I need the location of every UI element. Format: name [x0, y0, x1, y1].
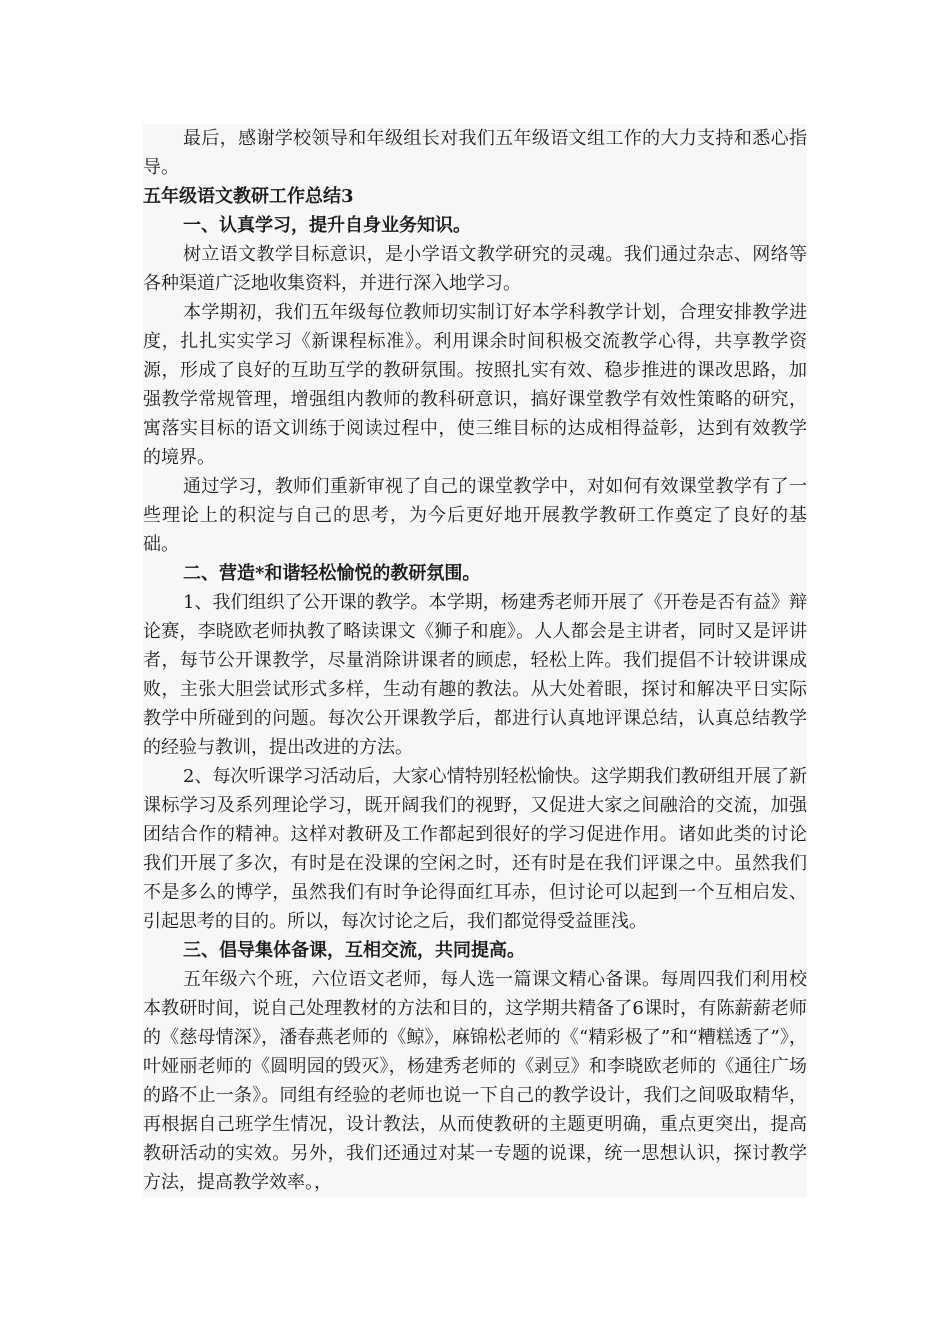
paragraph-1: 树立语文教学目标意识，是小学语文教学研究的灵魂。我们通过杂志、网络等各种渠道广泛地收集资料，并进行深入地学习。	[143, 244, 807, 294]
document-text-block	[143, 124, 807, 1197]
heading-2: 二、营造*和谐轻松愉悦的教研氛围。	[183, 563, 481, 584]
section-title: 五年级语文教研工作总结3	[143, 186, 354, 207]
paragraph-6: 五年级六个班，六位语文老师，每人选一篇课文精心备课。每周四我们利用校本教研时间，说自己处理教材的方法和目的，这学期共精备了6课时，有陈薪薪老师的《慈母情深》，潘春燕老师的《鲸》，麻锦松老师的《“精彩极了”和“糟糕透了”》，叶娅丽老师的《圆明园的毁灭》，杨建秀老师的《剥豆》和李晓欧老师的《通往广场的路不止一条》。同组有经验的老师也说一下自己的教学设计，我们之间吸取精华，再根据自己班学生情况，设计教法，从而使教研的主题更明确，重点更突出，提高教研活动的实效。另外，我们还通过对某一专题的说课，统一思想认识，探讨教学方法，提高教学效率。，	[143, 969, 807, 1193]
heading-1: 一、认真学习，提升自身业务知识。	[183, 215, 471, 236]
paragraph-3: 通过学习，教师们重新审视了自己的课堂教学中，对如何有效课堂教学有了一些理论上的积淀与自己的思考，为今后更好地开展教学教研工作奠定了良好的基础。	[143, 476, 807, 555]
paragraph-4: 1、我们组织了公开课的教学。本学期，杨建秀老师开展了《开卷是否有益》辩论赛，李晓欧老师执教了略读课文《狮子和鹿》。人人都会是主讲者，同时又是评讲者，每节公开课教学，尽量消除讲课者的顾虑，轻松上阵。我们提倡不计较讲课成败，主张大胆尝试形式多样，生动有趣的教法。从大处着眼，探讨和解决平日实际教学中所碰到的问题。每次公开课教学后，都进行认真地评课总结，认真总结教学的经验与教训，提出改进的方法。	[143, 592, 807, 758]
paragraph-5: 2、每次听课学习活动后，大家心情特别轻松愉快。这学期我们教研组开展了新课标学习及系列理论学习，既开阔我们的视野，又促进大家之间融洽的交流，加强团结合作的精神。这样对教研及工作都起到很好的学习促进作用。诸如此类的讨论我们开展了多次，有时是在没课的空闲之时，还有时是在我们评课之中。虽然我们不是多么的博学，虽然我们有时争论得面红耳赤，但讨论可以起到一个互相启发、引起思考的目的。所以，每次讨论之后，我们都觉得受益匪浅。	[143, 766, 807, 932]
closing-paragraph: 最后，感谢学校领导和年级组长对我们五年级语文组工作的大力支持和悉心指导。	[143, 128, 807, 178]
paragraph-2: 本学期初，我们五年级每位教师切实制订好本学科教学计划，合理安排教学进度，扎扎实实学习《新课程标准》。利用课余时间积极交流教学心得，共享教学资源，形成了良好的互助互学的教研氛围。按照扎实有效、稳步推进的课改思路，加强教学常规管理，增强组内教师的教科研意识，搞好课堂教学有效性策略的研究，寓落实目标的语文训练于阅读过程中，使三维目标的达成相得益彰，达到有效教学的境界。	[143, 302, 807, 468]
heading-3: 三、倡导集体备课，互相交流，共同提高。	[183, 940, 525, 961]
